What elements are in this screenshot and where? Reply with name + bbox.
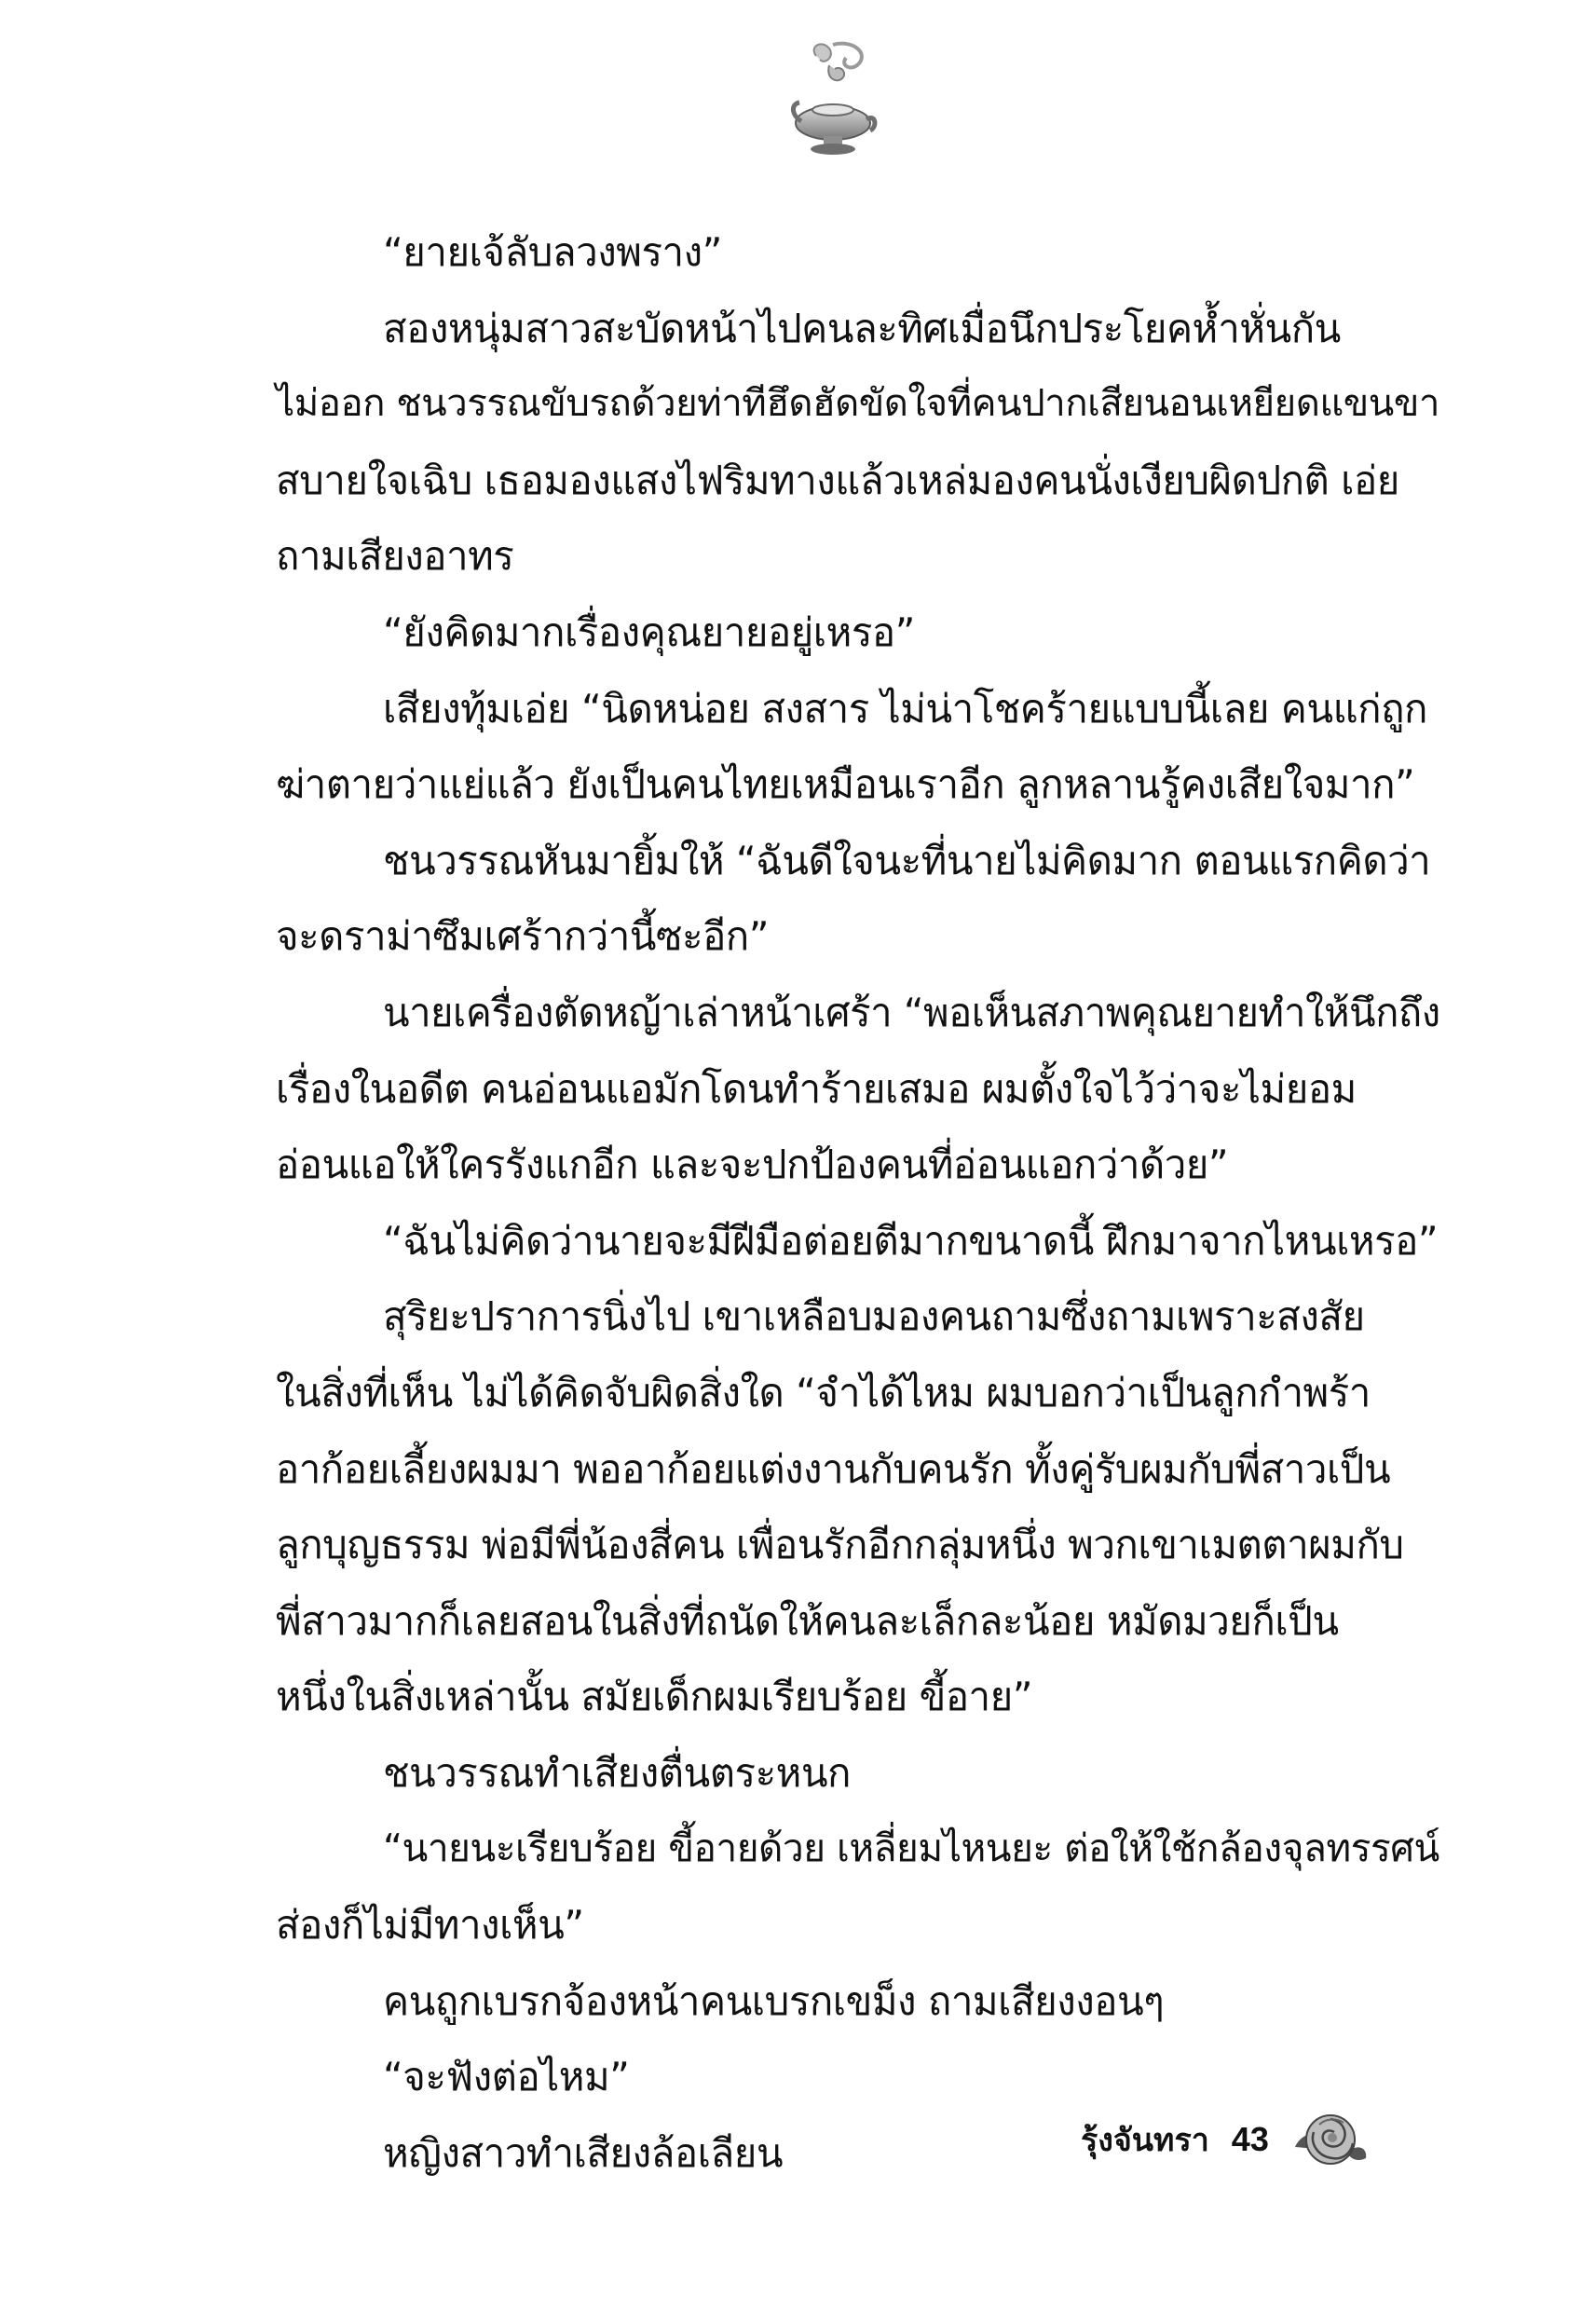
text-line: นายเครื่องตัดหญ้าเล่าหน้าเศร้า “พอเห็นสภาพคุณยายทำให้นึกถึง (383, 989, 1440, 1035)
text-line: “ยังคิดมากเรื่องคุณยายอยู่เหรอ” (383, 609, 915, 655)
text-line: ชนวรรณทำเสียงตื่นตระหนก (383, 1749, 851, 1796)
text-line: ไม่ออก ชนวรรณขับรถด้วยท่าทีฮึดฮัดขัดใจที่คนปากเสียนอนเหยียดแขนขา (276, 382, 1439, 426)
text-line: สองหนุ่มสาวสะบัดหน้าไปคนละทิศเมื่อนึกประโยคห้ำหั่นกัน (383, 305, 1341, 351)
text-line: คนถูกเบรกจ้องหน้าคนเบรกเขม็ง ถามเสียงงอนๆ (383, 1977, 1165, 2024)
text-line: เสียงทุ้มเอ่ย “นิดหน่อย สงสาร ไม่น่าโชคร้ายแบบนี้เลย คนแก่ถูก (383, 685, 1427, 732)
text-line: ลูกบุญธรรม พ่อมีพี่น้องสี่คน เพื่อนรักอีกกลุ่มหนึ่ง พวกเขาเมตตาผมกับ (276, 1522, 1404, 1568)
book-title: รุ้งจันทรา (1081, 2122, 1209, 2159)
text-line: ชนวรรณหันมายิ้มให้ “ฉันดีใจนะที่นายไม่คิดมาก ตอนแรกคิดว่า (383, 837, 1431, 883)
text-line: หนึ่งในสิ่งเหล่านั้น สมัยเด็กผมเรียบร้อย ขี้อาย” (276, 1674, 1032, 1720)
chapter-body-text (276, 214, 1440, 2191)
text-line: หญิงสาวทำเสียงล้อเลียน (383, 2129, 784, 2176)
text-line: ส่องก็ไม่มีทางเห็น” (276, 1902, 584, 1949)
text-line: “ฉันไม่คิดว่านายจะมีฝีมือต่อยตีมากขนาดนี้ ฝึกมาจากไหนเหรอ” (383, 1217, 1439, 1264)
text-line: อาก้อยเลี้ยงผมมา พออาก้อยแต่งงานกับคนรัก ทั้งคู่รับผมกับพี่สาวเป็น (276, 1445, 1391, 1492)
page-footer (1081, 2102, 1370, 2177)
page-number: 43 (1231, 2120, 1269, 2158)
text-line: ฆ่าตายว่าแย่แล้ว ยังเป็นคนไทยเหมือนเราอีก ลูกหลานรู้คงเสียใจมาก” (276, 761, 1415, 808)
text-line: “จะฟังต่อไหม” (383, 2054, 630, 2100)
text-line: อ่อนแอให้ใครรังแกอีก และจะปกป้องคนที่อ่อนแอกว่าด้วย” (276, 1142, 1229, 1188)
lamp-with-fairy-ornament-icon (788, 37, 878, 158)
text-line: “ยายเจ้ลับลวงพราง” (383, 229, 722, 275)
text-line: จะดราม่าซึมเศร้ากว่านี้ซะอีก” (276, 913, 769, 960)
text-line: พี่สาวมากก็เลยสอนในสิ่งที่ถนัดให้คนละเล็กละน้อย หมัดมวยก็เป็น (276, 1597, 1339, 1644)
text-line: สบายใจเฉิบ เธอมองแสงไฟริมทางแล้วเหล่มองคนนั่งเงียบผิดปกติ เอ่ย (276, 457, 1399, 503)
text-line: สุริยะปราการนิ่งไป เขาเหลือบมองคนถามซึ่งถามเพราะสงสัย (383, 1293, 1365, 1340)
rose-icon (1291, 2106, 1370, 2173)
text-line: ในสิ่งที่เห็น ไม่ได้คิดจับผิดสิ่งใด “จำได้ไหม ผมบอกว่าเป็นลูกกำพร้า (276, 1369, 1371, 1415)
text-line: “นายนะเรียบร้อย ขี้อายด้วย เหลี่ยมไหนยะ ต่อให้ใช้กล้องจุลทรรศน์ (383, 1826, 1439, 1871)
text-line: ถามเสียงอาทร (276, 533, 514, 580)
text-line: เรื่องในอดีต คนอ่อนแอมักโดนทำร้ายเสมอ ผมตั้งใจไว้ว่าจะไม่ยอม (276, 1065, 1357, 1112)
